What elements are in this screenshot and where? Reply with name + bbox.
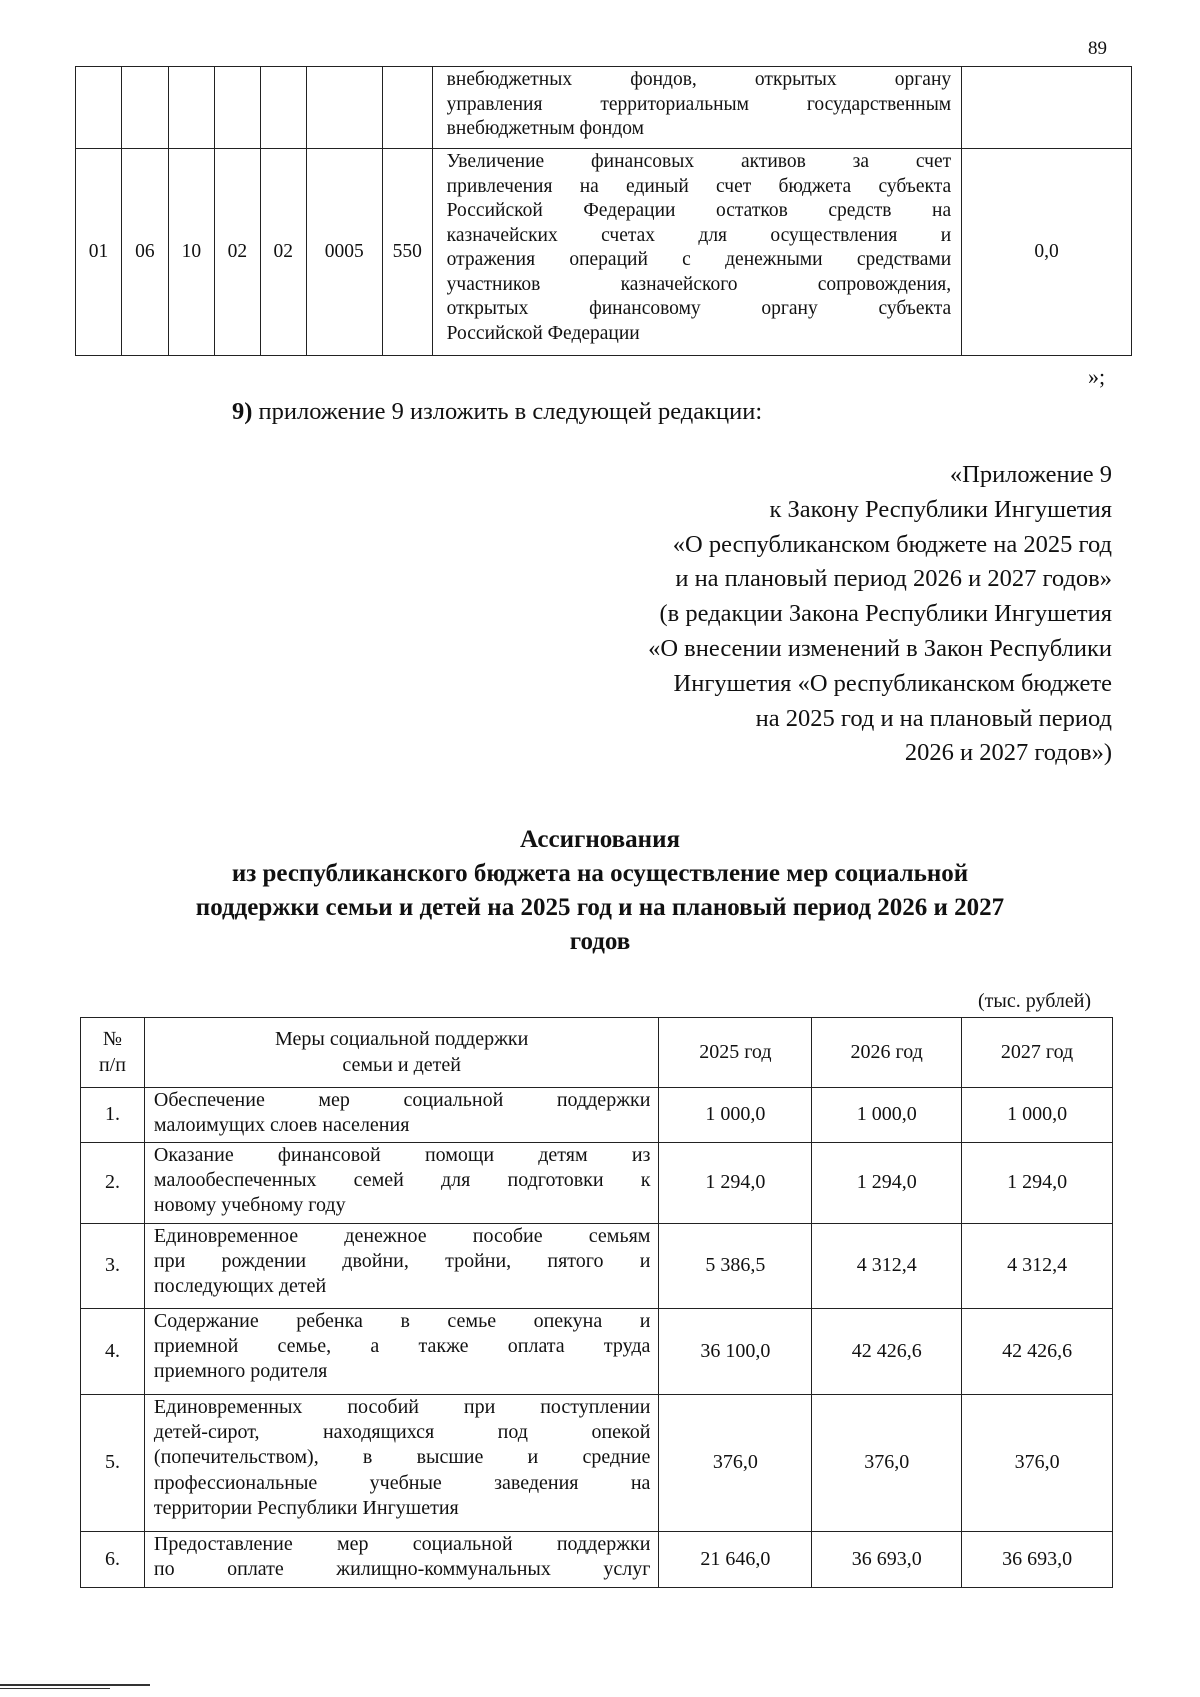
units-label: (тыс. рублей) xyxy=(978,990,1092,1012)
code-cell: 0005 xyxy=(306,149,382,356)
appendix-line: и на плановый период 2026 и 2027 годов» xyxy=(675,565,1112,593)
table-row xyxy=(76,149,1132,356)
instruction-number: 9) xyxy=(232,398,253,425)
title-line: поддержки семьи и детей на 2025 год и на плановый период 2026 и 2027 xyxy=(195,894,1005,921)
instruction-text: приложение 9 изложить в следующей редакции: xyxy=(252,398,763,425)
amount-2026: 36 693,0 xyxy=(812,1532,962,1588)
title-line: годов xyxy=(569,928,631,955)
row-number: 3. xyxy=(81,1224,145,1309)
code-cell: 02 xyxy=(260,149,306,356)
scan-artifact-line xyxy=(0,1684,150,1686)
description-cell: внебюджетных фондов, открытых органу управления территориальным государственным внебюджетным фондом xyxy=(432,67,961,149)
header-number: № п/п xyxy=(81,1018,145,1088)
measure-cell: Обеспечение мер социальной поддержки малоимущих слоев населения xyxy=(144,1088,659,1143)
document-title xyxy=(0,823,1200,959)
budget-codes-table xyxy=(75,66,1132,356)
code-cell xyxy=(260,67,306,149)
code-cell: 10 xyxy=(168,149,214,356)
table-row xyxy=(81,1224,1113,1309)
measure-cell: Единовременное денежное пособие семьям при рождении двойни, тройни, пятого и последующих детей xyxy=(144,1224,659,1309)
row-number: 6. xyxy=(81,1532,145,1588)
amount-2026: 376,0 xyxy=(812,1395,962,1532)
code-cell: 550 xyxy=(382,149,432,356)
title-line: Ассигнования xyxy=(520,826,680,853)
measure-cell: Оказание финансовой помощи детям из малообеспеченных семей для подготовки к новому учебному году xyxy=(144,1143,659,1224)
amount-2025: 36 100,0 xyxy=(659,1309,812,1395)
amount-2027: 1 294,0 xyxy=(962,1143,1113,1224)
amount-2026: 4 312,4 xyxy=(812,1224,962,1309)
amount-2026: 1 000,0 xyxy=(812,1088,962,1143)
value-cell: 0,0 xyxy=(962,149,1132,356)
amount-2025: 21 646,0 xyxy=(659,1532,812,1588)
title-line: из республиканского бюджета на осуществление мер социальной xyxy=(231,860,969,887)
table-row xyxy=(81,1395,1113,1532)
row-number: 5. xyxy=(81,1395,145,1532)
code-cell: 02 xyxy=(214,149,260,356)
amount-2027: 4 312,4 xyxy=(962,1224,1113,1309)
row-number: 1. xyxy=(81,1088,145,1143)
table-row xyxy=(81,1532,1113,1588)
code-cell: 01 xyxy=(76,149,122,356)
table-row xyxy=(76,67,1132,149)
amount-2027: 36 693,0 xyxy=(962,1532,1113,1588)
code-cell xyxy=(214,67,260,149)
description-cell: Увеличение финансовых активов за счет привлечения на единый счет бюджета субъекта Российской Федерации остатков средств на казначейских счетах для осуществления и отражения операций с денежными средствами участников казначейского сопровождения, открытых финансовому органу субъекта Российской Федерации xyxy=(432,149,961,356)
amount-2026: 1 294,0 xyxy=(812,1143,962,1224)
code-cell xyxy=(382,67,432,149)
measure-cell: Предоставление мер социальной поддержки по оплате жилищно-коммунальных услуг xyxy=(144,1532,659,1588)
code-cell xyxy=(306,67,382,149)
measure-cell: Содержание ребенка в семье опекуна и приемной семье, а также оплата труда приемного родителя xyxy=(144,1309,659,1395)
appendix-header xyxy=(648,458,1112,771)
closing-quote: »; xyxy=(1088,364,1106,389)
appendix-line: «О республиканском бюджете на 2025 год xyxy=(672,530,1112,558)
amount-2027: 1 000,0 xyxy=(962,1088,1113,1143)
amount-2025: 1 000,0 xyxy=(659,1088,812,1143)
amendment-instruction xyxy=(232,398,762,426)
measure-cell: Единовременных пособий при поступлении детей-сирот, находящихся под опекой (попечительством), в высшие и средние профессиональные учебные заведения на территории Республики Ингушетия xyxy=(144,1395,659,1532)
appendix-line: (в редакции Закона Республики Ингушетия xyxy=(659,600,1112,628)
amount-2025: 5 386,5 xyxy=(659,1224,812,1309)
appendix-line: на 2025 год и на плановый период xyxy=(755,704,1112,732)
appendix-line: 2026 и 2027 годов») xyxy=(904,739,1112,767)
row-number: 2. xyxy=(81,1143,145,1224)
page-number: 89 xyxy=(1088,38,1107,59)
amount-2025: 1 294,0 xyxy=(659,1143,812,1224)
header-2027: 2027 год xyxy=(962,1018,1113,1088)
header-2025: 2025 год xyxy=(659,1018,812,1088)
table-row xyxy=(81,1088,1113,1143)
appendix-line: «Приложение 9 xyxy=(949,461,1112,488)
amount-2026: 42 426,6 xyxy=(812,1309,962,1395)
row-number: 4. xyxy=(81,1309,145,1395)
appendix-line: к Закону Республики Ингушетия xyxy=(769,495,1112,523)
code-cell xyxy=(168,67,214,149)
code-cell xyxy=(121,67,168,149)
table-row xyxy=(81,1143,1113,1224)
value-cell xyxy=(962,67,1132,149)
scan-artifact-line xyxy=(0,1688,110,1689)
amount-2027: 42 426,6 xyxy=(962,1309,1113,1395)
table-header-row xyxy=(81,1018,1113,1088)
amount-2027: 376,0 xyxy=(962,1395,1113,1532)
table-row xyxy=(81,1309,1113,1395)
code-cell: 06 xyxy=(121,149,168,356)
appendix-line: Ингушетия «О республиканском бюджете xyxy=(673,669,1112,697)
header-2026: 2026 год xyxy=(812,1018,962,1088)
appendix-line: «О внесении изменений в Закон Республики xyxy=(648,634,1112,662)
allocations-table xyxy=(80,1017,1113,1588)
amount-2025: 376,0 xyxy=(659,1395,812,1532)
code-cell xyxy=(76,67,122,149)
header-measure: Меры социальной поддержки семьи и детей xyxy=(144,1018,659,1088)
